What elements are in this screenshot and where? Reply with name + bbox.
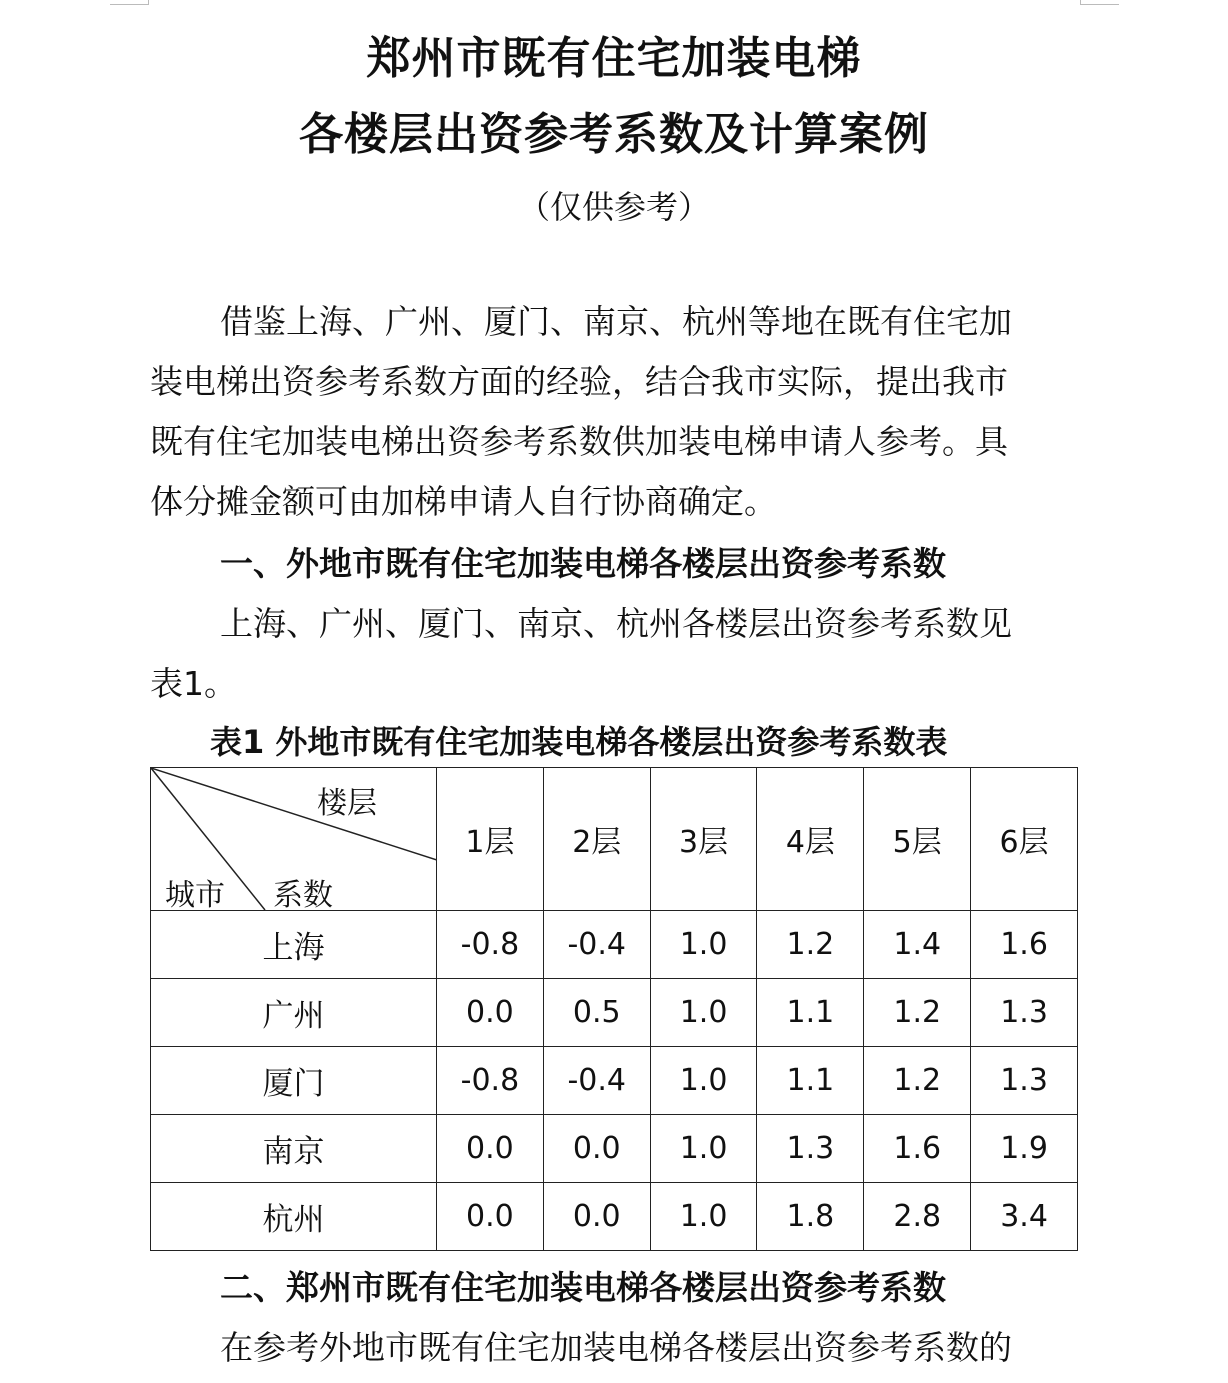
table-row	[151, 979, 1078, 1047]
table-cell: 1.3	[971, 979, 1078, 1047]
table-cell: 1.1	[757, 1047, 864, 1115]
section2-heading: 二、郑州市既有住宅加装电梯各楼层出资参考系数	[220, 1268, 946, 1307]
row-city: 厦门	[151, 1047, 437, 1115]
row-city: 上海	[151, 911, 437, 979]
corner-label-city: 城市	[165, 878, 225, 913]
document-title-line2: 各楼层出资参考系数及计算案例	[299, 109, 929, 160]
column-header-floor-1: 1层	[437, 768, 544, 911]
table-cell: 1.0	[650, 1047, 757, 1115]
intro-line-4: 体分摊金额可由加梯申请人自行协商确定。	[150, 482, 777, 521]
row-city: 广州	[151, 979, 437, 1047]
table-row	[151, 1183, 1078, 1251]
column-header-floor-3: 3层	[650, 768, 757, 911]
section2-text-line-1: 在参考外地市既有住宅加装电梯各楼层出资参考系数的	[220, 1328, 1012, 1367]
table-cell: 1.3	[971, 1047, 1078, 1115]
corner-label-floor: 楼层	[317, 786, 377, 821]
table-cell: 3.4	[971, 1183, 1078, 1251]
page-corner-mark-left	[110, 0, 149, 5]
table-cell: 1.2	[864, 1047, 971, 1115]
coefficient-table	[150, 767, 1078, 1251]
table-caption: 表1 外地市既有住宅加装电梯各楼层出资参考系数表	[210, 723, 948, 761]
table-cell: 1.6	[971, 911, 1078, 979]
table-cell: 1.6	[864, 1115, 971, 1183]
table-cell: 0.0	[543, 1115, 650, 1183]
column-header-floor-5: 5层	[864, 768, 971, 911]
table-cell: 0.0	[437, 1183, 544, 1251]
intro-line-1: 借鉴上海、广州、厦门、南京、杭州等地在既有住宅加	[220, 302, 1012, 341]
table-header-row	[151, 768, 1078, 911]
table-cell: 0.5	[543, 979, 650, 1047]
intro-line-2: 装电梯出资参考系数方面的经验，结合我市实际，提出我市	[150, 362, 1008, 401]
table-row	[151, 1047, 1078, 1115]
table-cell: 0.0	[543, 1183, 650, 1251]
row-city: 南京	[151, 1115, 437, 1183]
table-cell: -0.4	[543, 911, 650, 979]
table-cell: 1.2	[864, 979, 971, 1047]
document-title-line1: 郑州市既有住宅加装电梯	[366, 33, 862, 84]
table-row	[151, 1115, 1078, 1183]
section1-text-line-2: 表1。	[150, 664, 237, 703]
table-cell: 1.9	[971, 1115, 1078, 1183]
table-corner-cell	[151, 768, 437, 911]
table-cell: 1.0	[650, 979, 757, 1047]
column-header-floor-4: 4层	[757, 768, 864, 911]
table-cell: 1.2	[757, 911, 864, 979]
table-cell: 0.0	[437, 1115, 544, 1183]
table-cell: 1.0	[650, 1115, 757, 1183]
table-cell: 1.8	[757, 1183, 864, 1251]
table-cell: 0.0	[437, 979, 544, 1047]
table-cell: 1.3	[757, 1115, 864, 1183]
table-cell: 1.0	[650, 911, 757, 979]
corner-label-coefficient: 系数	[273, 878, 333, 913]
section1-heading: 一、外地市既有住宅加装电梯各楼层出资参考系数	[220, 544, 946, 583]
table-cell: 1.1	[757, 979, 864, 1047]
table-cell: 1.0	[650, 1183, 757, 1251]
table-cell: 2.8	[864, 1183, 971, 1251]
table-cell: 1.4	[864, 911, 971, 979]
intro-line-3: 既有住宅加装电梯出资参考系数供加装电梯申请人参考。具	[150, 422, 1008, 461]
table-row	[151, 911, 1078, 979]
document-subtitle: （仅供参考）	[517, 188, 710, 226]
table-cell: -0.4	[543, 1047, 650, 1115]
table-cell: -0.8	[437, 911, 544, 979]
page-corner-mark-right	[1080, 0, 1119, 5]
section1-text-line-1: 上海、广州、厦门、南京、杭州各楼层出资参考系数见	[220, 604, 1012, 643]
column-header-floor-2: 2层	[543, 768, 650, 911]
row-city: 杭州	[151, 1183, 437, 1251]
column-header-floor-6: 6层	[971, 768, 1078, 911]
table-cell: -0.8	[437, 1047, 544, 1115]
